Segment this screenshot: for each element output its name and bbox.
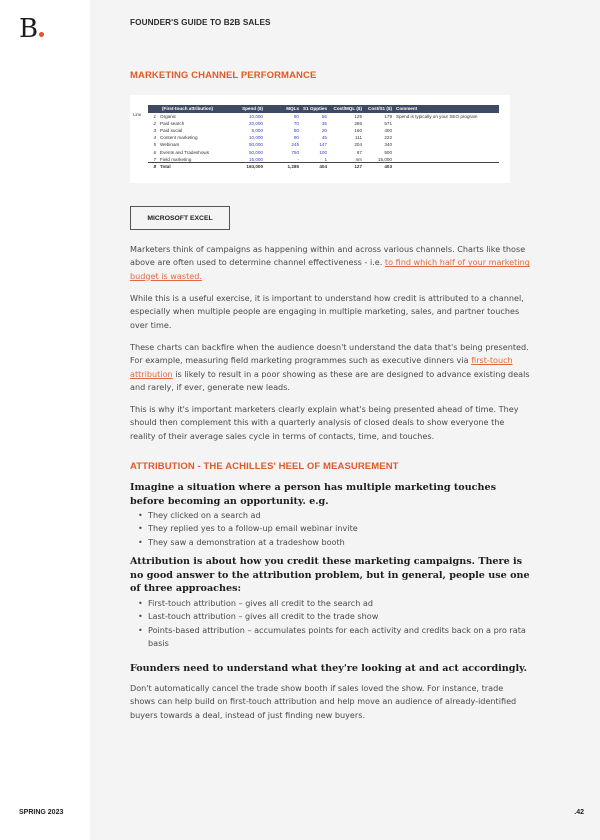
cost-per-s1: 571 [384, 120, 392, 126]
cost-per-s1: 500 [384, 149, 392, 155]
footer-edition: SPRING 2023 [19, 809, 64, 816]
link-first-touch-attribution[interactable]: first-touch attribution [130, 355, 513, 379]
line-number: 8 [148, 163, 158, 170]
subheading-founders: Founders need to understand what they're looking at and act accordingly. [130, 663, 527, 674]
cost-per-mql: 127 [329, 163, 364, 170]
cost-per-mql: 160 [354, 128, 362, 134]
table-row [148, 127, 499, 134]
list-item: • They clicked on a search ad [138, 509, 530, 522]
spend-value: 50,000 [248, 149, 263, 155]
source-label-microsoft-excel: MICROSOFT EXCEL [130, 206, 230, 230]
paragraph-backfire: These charts can backfire when the audience doesn't understand the data that's being presented. For example, measuring field marketing programmes such as executive dinners via first-touch attribution is likely to result in a poor showing as these are are designed to advance existing deals and rarely, if ever, generate new leads. [130, 342, 530, 392]
channel-name: Paid search [160, 120, 185, 126]
link-wasted-budget[interactable]: to find which half of your marketing budget is wasted. [130, 257, 530, 281]
cost-per-s1: 179 [384, 113, 392, 119]
spend-value: 10,000 [248, 135, 263, 141]
oppties-value: 45 [321, 135, 327, 141]
channel-name: Content marketing [160, 135, 198, 141]
comment [394, 134, 499, 141]
mqls-value: 80 [293, 113, 299, 119]
comment [394, 149, 499, 156]
channel-performance-table [148, 105, 499, 170]
table-total-row [148, 163, 499, 170]
cost-per-s1: 15,000 [377, 156, 392, 162]
line-number: 6 [153, 149, 156, 155]
mqls-value: 90 [293, 135, 299, 141]
channel-name: Field marketing [160, 156, 192, 162]
table-row [148, 113, 499, 120]
logo-letter: B [19, 14, 39, 44]
table-row [148, 134, 499, 141]
oppties-value: 404 [301, 163, 329, 170]
spend-value: 10,000 [248, 113, 263, 119]
cost-per-mql: 286 [354, 120, 362, 126]
channel-name: Total [158, 163, 220, 170]
spend-value: 20,000 [248, 120, 263, 126]
left-margin-strip [0, 0, 90, 840]
cost-per-s1: 222 [384, 135, 392, 141]
spend-value: 163,000 [220, 163, 265, 170]
table-row [148, 149, 499, 156]
running-header: FOUNDER'S GUIDE TO B2B SALES [130, 18, 271, 27]
cost-per-s1: 340 [384, 142, 392, 148]
oppties-value: 35 [321, 120, 327, 126]
approaches-list [138, 597, 530, 650]
col-header-cost-s1: Cost/S1 ($) [364, 105, 394, 113]
col-header-cost-mql: Cost/MQL ($) [329, 105, 364, 113]
cost-per-mql: 111 [355, 135, 362, 141]
list-item: • Points-based attribution – accumulates points for each activity and credits back on a pro rata basis [138, 624, 530, 651]
spend-value: 15,000 [248, 156, 263, 162]
oppties-value: 100 [319, 149, 327, 155]
spreadsheet-image [130, 95, 510, 183]
table-row [148, 141, 499, 148]
oppties-value: 56 [321, 113, 327, 119]
table-header-row [148, 105, 499, 113]
col-header-spend: Spend ($) [220, 105, 265, 113]
spend-value: 50,000 [248, 142, 263, 148]
mqls-value: 70 [293, 120, 299, 126]
list-item: • First-touch attribution – gives all credit to the search ad [138, 597, 530, 610]
channel-name: Paid social [160, 128, 183, 134]
mqls-value: 750 [291, 149, 299, 155]
line-number: 3 [153, 128, 156, 134]
mqls-value: - [297, 156, 299, 162]
oppties-value: 1 [324, 156, 327, 162]
page-number: .42 [574, 809, 584, 816]
cost-per-mql: 204 [354, 142, 362, 148]
mqls-value: 50 [293, 128, 299, 134]
mqls-value: 245 [291, 142, 299, 148]
brand-logo [19, 16, 44, 42]
paragraph-explain: This is why it's important marketers clearly explain what's being presented ahead of time. They should then complement this with a quarterly analysis of closed deals to show everyone the reality of their average sales cycle in terms of contacts, time, and touches. [130, 404, 519, 441]
line-column-label: Line [133, 112, 142, 117]
line-number: 4 [153, 135, 156, 141]
cost-per-s1: 403 [364, 163, 394, 170]
line-number: 2 [153, 120, 156, 126]
paragraph-closing: Don't automatically cancel the trade show booth if sales loved the show. For instance, trade shows can help build on first-touch attribution and help move an audience of already-identified buyers towards a deal, instead of just finding new buyers. [130, 683, 517, 720]
subheading-imagine: Imagine a situation where a person has multiple marketing touches before becoming an opportunity. e.g. [130, 482, 496, 507]
comment [394, 120, 499, 127]
line-number: 5 [153, 142, 156, 148]
comment [394, 141, 499, 148]
channel-name: Webinars [160, 142, 180, 148]
comment: Spend is typically on your SEO program [396, 113, 478, 119]
paragraph-intro: Marketers think of campaigns as happening within and across various channels. Charts like those above are often used to determine channel effectiveness - i.e. to find which half of your marketing budget is wasted. [130, 244, 530, 281]
line-number: 1 [153, 113, 156, 119]
list-item: • They saw a demonstration at a tradeshow booth [138, 536, 530, 549]
cost-per-s1: 400 [384, 128, 392, 134]
section-title-marketing-channel: MARKETING CHANNEL PERFORMANCE [130, 70, 317, 81]
cost-per-mql: 125 [354, 113, 362, 119]
col-header-comment: Comment [394, 105, 499, 113]
comment [394, 156, 499, 163]
col-header-channel: (First-touch attribution) [158, 105, 220, 113]
col-header-oppties: S1 Oppties [303, 106, 327, 112]
cost-per-mql: nm [355, 156, 362, 162]
logo-dot-icon [39, 32, 44, 37]
list-item: • They replied yes to a follow-up email webinar invite [138, 522, 530, 535]
cost-per-mql: 67 [356, 149, 362, 155]
line-number: 7 [153, 156, 156, 162]
table-row [148, 156, 499, 163]
paragraph-credit: While this is a useful exercise, it is important to understand how credit is attributed to a channel, especially when multiple people are engaging in multiple marketing, sales, and partner touches over time. [130, 293, 524, 330]
subheading-attribution-approaches: Attribution is about how you credit these marketing campaigns. There is no good answer to the attribution problem, but in general, people use one of three approaches: [130, 556, 530, 595]
oppties-value: 147 [319, 142, 327, 148]
table-row [148, 120, 499, 127]
touches-list [138, 509, 530, 549]
comment [394, 127, 499, 134]
col-header-mqls: MQLs [265, 105, 301, 113]
channel-name: Organic [160, 113, 177, 119]
mqls-value: 1,285 [265, 163, 301, 170]
section-title-attribution: ATTRIBUTION - THE ACHILLES' HEEL OF MEASUREMENT [130, 461, 399, 472]
channel-name: Events and Tradeshows [160, 149, 210, 155]
list-item: • Last-touch attribution – gives all credit to the trade show [138, 610, 530, 623]
spend-value: 8,000 [251, 128, 263, 134]
comment [394, 163, 499, 170]
oppties-value: 20 [321, 128, 327, 134]
